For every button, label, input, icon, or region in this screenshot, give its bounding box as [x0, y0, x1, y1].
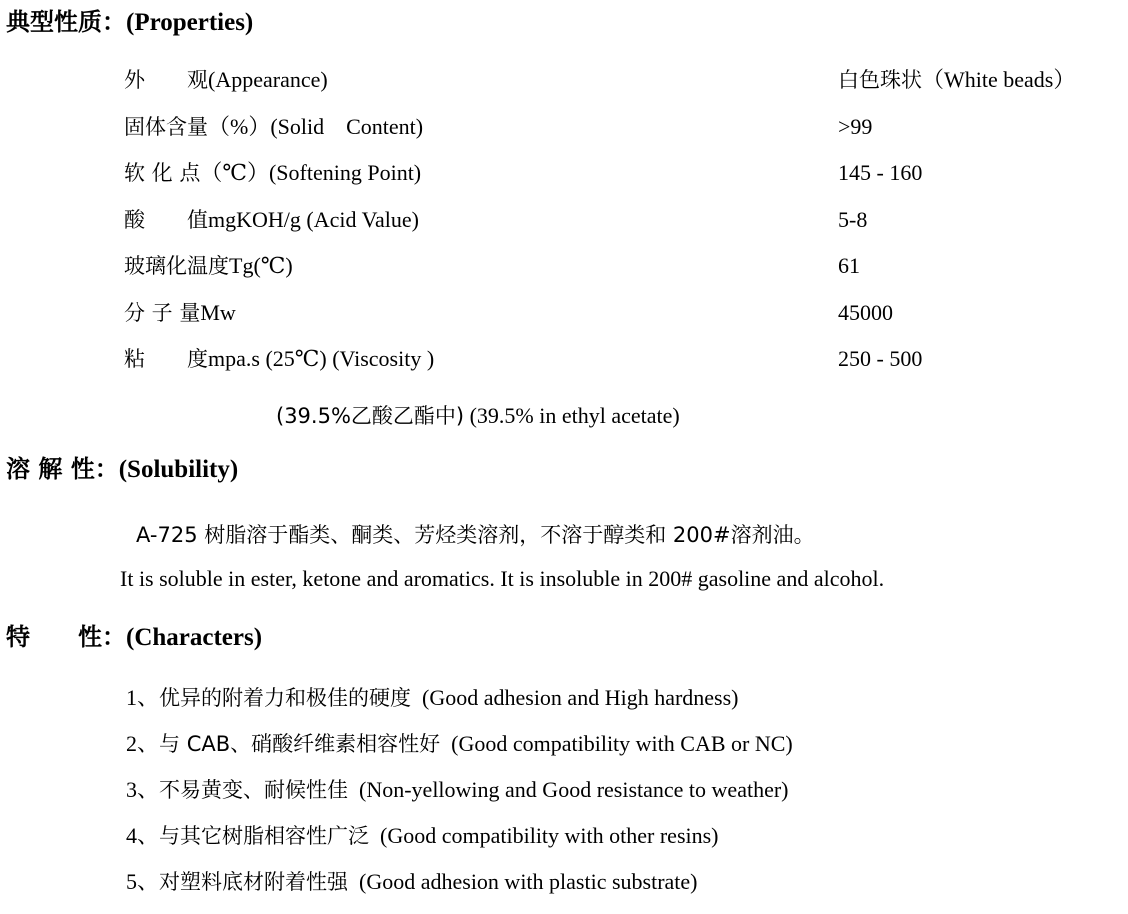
- table-row: [0, 206, 1128, 253]
- property-label-cn: 分 子 量: [124, 300, 201, 325]
- property-value-en: >99: [838, 113, 873, 139]
- property-value: [838, 206, 867, 234]
- solubility-body-en: It is soluble in ester, ketone and aromatics. It is insoluble in 200# gasoline and alcohol.: [120, 566, 885, 591]
- property-value: [838, 252, 860, 280]
- property-value-en: 5-8: [838, 206, 868, 232]
- property-label: [124, 252, 293, 280]
- table-row: [0, 159, 1128, 206]
- list-item: [0, 684, 1128, 730]
- property-value-en: 250 - 500: [838, 346, 923, 371]
- property-label-cn: 粘 度: [124, 347, 208, 371]
- list-item-gap: [411, 685, 422, 710]
- list-item-number: 2、: [126, 731, 160, 756]
- list-item: [0, 868, 1128, 914]
- property-label-cn: 玻璃化温度: [124, 254, 229, 278]
- property-label-en: （%）(Solid Content): [208, 113, 424, 139]
- property-value-en: （White beads）: [922, 67, 1076, 92]
- property-value: [838, 299, 893, 327]
- list-item-text-cn: 对塑料底材附着性强: [159, 870, 349, 894]
- solubility-heading-cn: 溶 解 性：: [6, 455, 119, 483]
- list-item-text-en: (Good compatibility with CAB or NC): [451, 731, 793, 756]
- property-label: [124, 206, 419, 234]
- list-item-text-cn: 与 CAB、硝酸纤维素相容性好: [159, 732, 441, 756]
- list-item-number: 1、: [126, 685, 160, 710]
- property-value: [838, 66, 1075, 94]
- list-item-number: 5、: [126, 869, 160, 894]
- characters-heading-en: (Characters): [126, 624, 263, 651]
- property-label: [124, 299, 236, 327]
- properties-note: [276, 402, 680, 430]
- property-value: [838, 113, 872, 141]
- list-item-text-en: (Good adhesion and High hardness): [422, 685, 739, 710]
- list-item-text-cn: 优异的附着力和极佳的硬度: [159, 686, 412, 710]
- property-value-en: 61: [838, 253, 860, 278]
- property-label-en: Tg(℃): [229, 253, 293, 278]
- property-label-en: (Appearance): [208, 67, 328, 92]
- list-item-gap: [440, 731, 451, 756]
- property-label: [124, 345, 434, 373]
- list-item-gap: [369, 823, 380, 848]
- property-label-cn: 外 观: [124, 68, 208, 92]
- solubility-heading-en: (Solubility): [118, 456, 239, 483]
- characters-heading-cn: 特 性：: [6, 623, 126, 651]
- properties-heading-en: (Properties): [126, 9, 254, 36]
- properties-heading-cn: 典型性质：: [6, 8, 126, 36]
- list-item-gap: [348, 777, 359, 802]
- property-label-cn: 酸 值: [124, 207, 208, 232]
- solubility-section-heading: [6, 457, 238, 482]
- property-label: [124, 159, 421, 187]
- property-label-en: mpa.s (25℃) (Viscosity ): [208, 346, 435, 371]
- properties-note-cn: (39.5%乙酸乙酯中): [276, 404, 465, 428]
- property-value-en: 145 - 160: [838, 160, 923, 185]
- solubility-body-cn: A-725 树脂溶于酯类、酮类、芳烃类溶剂，不溶于醇类和 200#溶剂油。: [136, 523, 815, 547]
- property-label-en: mgKOH/g (Acid Value): [208, 206, 419, 232]
- property-label-en: Mw: [200, 299, 236, 325]
- list-item-number: 3、: [126, 777, 160, 802]
- property-value-cn: 白色珠状: [838, 68, 922, 92]
- property-value-en: 45000: [838, 299, 893, 325]
- characters-section-heading: [6, 625, 262, 650]
- list-item-text-en: (Good adhesion with plastic substrate): [359, 869, 698, 894]
- property-label: [124, 113, 423, 141]
- properties-note-en-text: (39.5% in ethyl acetate): [469, 403, 680, 428]
- table-row: [0, 299, 1128, 346]
- table-row: [0, 66, 1128, 113]
- property-label-en: （℃）(Softening Point): [200, 160, 422, 185]
- property-value: [838, 345, 922, 373]
- table-row: [0, 345, 1128, 392]
- property-label-cn: 固体含量: [124, 114, 208, 139]
- list-item: [0, 730, 1128, 776]
- list-item: [0, 776, 1128, 822]
- characters-list: [0, 684, 1128, 914]
- properties-table: [0, 66, 1128, 392]
- list-item-text-en: (Non-yellowing and Good resistance to weather): [359, 777, 789, 802]
- table-row: [0, 252, 1128, 299]
- property-label: [124, 66, 328, 94]
- list-item-gap: [348, 869, 359, 894]
- property-value: [838, 159, 922, 187]
- list-item-text-cn: 与其它树脂相容性广泛: [159, 824, 370, 848]
- list-item-text-cn: 不易黄变、耐候性佳: [159, 778, 349, 802]
- list-item-text-en: (Good compatibility with other resins): [380, 823, 719, 848]
- list-item-number: 4、: [126, 823, 160, 848]
- properties-section-heading: [6, 10, 253, 35]
- property-label-cn: 软 化 点: [124, 161, 201, 185]
- table-row: [0, 113, 1128, 160]
- list-item: [0, 822, 1128, 868]
